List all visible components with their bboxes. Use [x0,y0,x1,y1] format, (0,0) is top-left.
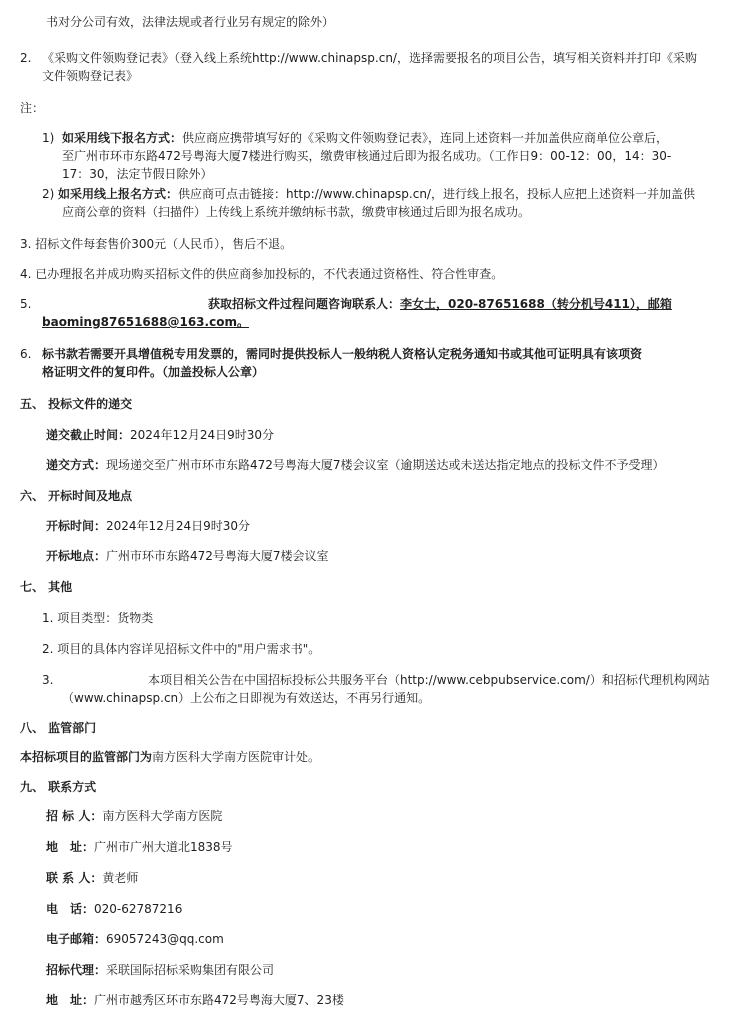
contact-label: 招标代理： [46,963,107,977]
contact-label: 地 址： [46,993,95,1007]
opening-place-row [46,548,329,565]
item-6-line-2: 格证明文件的复印件。（加盖投标人公章） [42,365,265,379]
note-1-number: 1) [42,131,55,145]
item-2-line-2: 文件领购登记表》 [42,69,139,83]
supervision-department: 南方医科大学南方医院审计处。 [152,750,321,764]
note-label: 注： [20,101,45,115]
contact-row-tenderer [46,808,222,825]
note-1-heading: 如采用线下报名方式： [62,131,183,145]
item-5-line-1 [208,296,672,313]
note-1-line-1 [62,130,668,147]
contact-label: 电 话： [46,902,95,916]
section-9-title: 九、 联系方式 [20,780,97,794]
contact-row-agent [46,962,274,979]
submission-method-value: 现场递交至广州市环市东路472号粤海大厦7楼会议室（逾期送达或未送达指定地点的投标文件不予受理） [106,458,665,472]
submission-method-row [46,457,665,474]
item-5-email-link[interactable]: baoming87651688@163.com。 [42,315,249,329]
top-continuation-text: 书对分公司有效，法律法规或者行业另有规定的除外） [46,15,335,29]
contact-value: 采联国际招标采购集团有限公司 [106,963,275,977]
contact-label: 招 标 人： [46,809,103,823]
item-2-number: 2. [20,51,32,65]
section-8-title: 八、 监管部门 [20,721,97,735]
other-item-2: 2. 项目的具体内容详见招标文件中的"用户需求书"。 [42,642,321,656]
item-5-label: 获取招标文件过程问题咨询联系人： [208,297,401,311]
note-2-number: 2) [42,187,55,201]
section-7-title: 七、 其他 [20,580,73,594]
note-2-text: 供应商可点击链接：http://www.chinapsp.cn/，进行线上报名，投标人应把上述资料一并加盖供 [178,187,695,201]
other-item-3-number: 3. [42,673,54,687]
opening-time-row [46,518,250,535]
other-item-3-line-1: 本项目相关公告在中国招标投标公共服务平台（http://www.cebpubservice.com/）和招标代理机构网站 [148,673,710,687]
contact-email-value[interactable]: 69057243@qq.com [106,932,224,946]
opening-time-label: 开标时间： [46,519,107,533]
submission-method-label: 递交方式： [46,458,107,472]
contact-value: 南方医科大学南方医院 [102,809,223,823]
contact-value: 黄老师 [102,871,139,885]
supervision-text-lead: 本招标项目的监管部门为 [20,750,153,764]
contact-label: 地 址： [46,840,95,854]
contact-row-address [46,839,233,856]
contact-row-phone [46,901,182,918]
deadline-label: 递交截止时间： [46,428,131,442]
supervision-text [20,749,320,766]
contact-label: 电子邮箱： [46,932,107,946]
deadline-row [46,427,274,444]
contact-value: 020-62787216 [94,902,183,916]
note-1-line-2: 至广州市环市东路472号粤海大厦7楼进行购买，缴费审核通过后即为报名成功。（工作日9：00-12：00，14：30- [62,149,672,163]
deadline-value: 2024年12月24日9时30分 [130,428,274,442]
item-5-number: 5. [20,297,32,311]
other-item-1: 1. 项目类型：货物类 [42,611,154,625]
contact-value: 广州市越秀区环市东路472号粤海大厦7、23楼 [94,993,344,1007]
section-6-title: 六、 开标时间及地点 [20,489,133,503]
note-2-line-1 [58,186,695,203]
item-6-number: 6. [20,347,32,361]
contact-row-person [46,870,138,887]
opening-time-value: 2024年12月24日9时30分 [106,519,250,533]
item-6-line-1: 标书款若需要开具增值税专用发票的，需同时提供投标人一般纳税人资格认定税务通知书或其他可证明具有该项资 [42,347,643,361]
contact-label: 联 系 人： [46,871,103,885]
contact-row-agent-address [46,992,344,1009]
opening-place-value: 广州市环市东路472号粤海大厦7楼会议室 [106,549,329,563]
item-3: 3. 招标文件每套售价300元（人民币），售后不退。 [20,237,293,251]
item-2-line-1: 《采购文件领购登记表》（登入线上系统http://www.chinapsp.cn/，选择需要报名的项目公告，填写相关资料并打印《采购 [42,51,697,65]
item-5-contact: 李女士，020-87651688（转分机号411），邮箱 [400,297,672,311]
note-2-line-2: 应商公章的资料（扫描件）上传线上系统并缴纳标书款，缴费审核通过后即为报名成功。 [62,205,531,219]
note-1-line-3: 17：30，法定节假日除外） [62,167,213,181]
contact-row-email [46,931,224,948]
other-item-3-line-2: （www.chinapsp.cn）上公布之日即视为有效送达，不再另行通知。 [62,691,431,705]
contact-value: 广州市广州大道北1838号 [94,840,233,854]
note-1-text: 供应商应携带填写好的《采购文件领购登记表》，连同上述资料一并加盖供应商单位公章后， [182,131,669,145]
item-4: 4. 已办理报名并成功购买招标文件的供应商参加投标的，不代表通过资格性、符合性审查。 [20,267,504,281]
opening-place-label: 开标地点： [46,549,107,563]
section-5-title: 五、 投标文件的递交 [20,397,133,411]
note-2-heading: 如采用线上报名方式： [58,187,179,201]
